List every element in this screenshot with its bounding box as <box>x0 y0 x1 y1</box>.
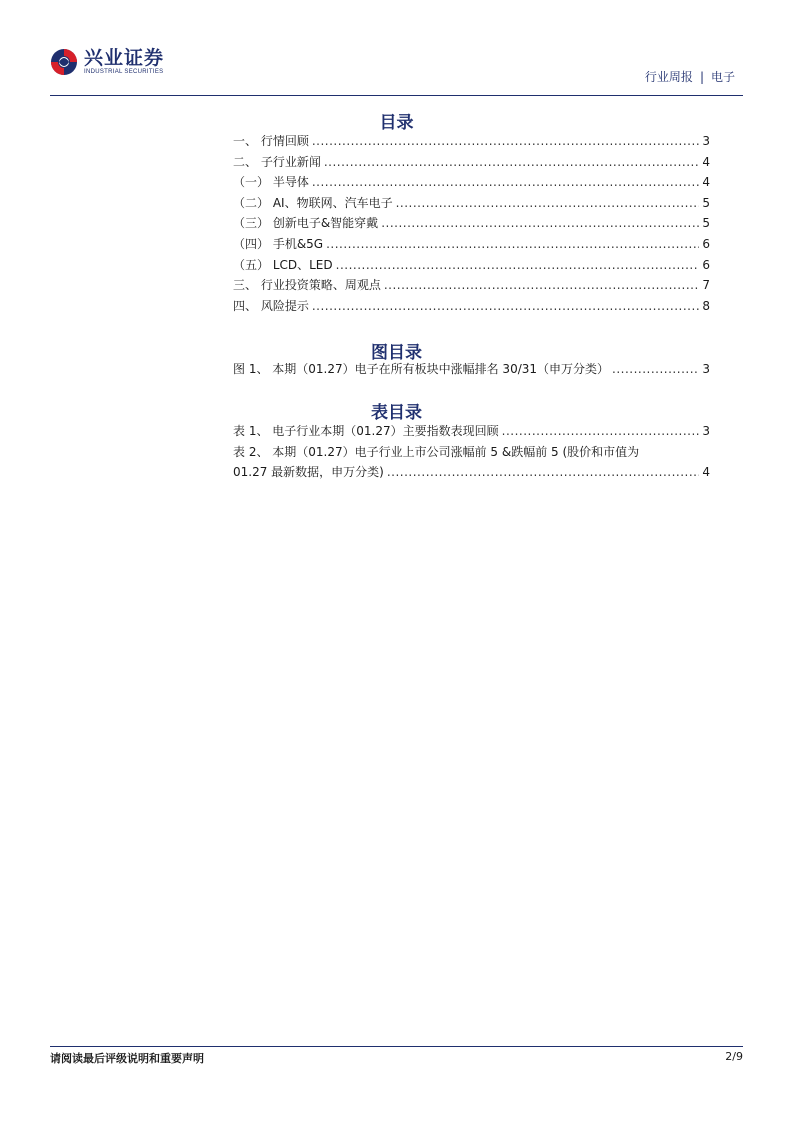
toc-entry-page: 7 <box>702 278 710 293</box>
figure-entry-page: 3 <box>702 362 710 376</box>
toc-entry-label: （五） LCD、LED <box>233 257 333 272</box>
dot-leader <box>381 213 699 234</box>
toc-entry-page: 6 <box>702 257 710 272</box>
toc-entry[interactable] <box>233 255 710 276</box>
report-type: 行业周报 <box>644 70 693 84</box>
table-entry-label-line1: 表 2、 本期（01.27）电子行业上市公司涨幅前 5 &跌幅前 5 (股价和市值为 <box>233 444 640 459</box>
toc-entry[interactable] <box>233 172 710 193</box>
dot-leader <box>384 275 700 296</box>
toc-entry-label: （二） AI、物联网、汽车电子 <box>233 195 393 210</box>
footer-divider <box>50 1046 743 1047</box>
toc-entry-page: 3 <box>702 134 710 148</box>
figure-entry[interactable] <box>233 359 710 380</box>
dot-leader <box>324 152 700 173</box>
toc-entry-label: 二、 子行业新闻 <box>233 154 321 169</box>
toc-entry-label: （三） 创新电子&智能穿戴 <box>233 216 379 231</box>
logo-chinese-name: 兴业证券 <box>84 47 165 69</box>
table-entry-page: 4 <box>702 465 710 480</box>
dot-leader <box>612 359 699 380</box>
toc-entry[interactable] <box>233 193 710 214</box>
toc-entry[interactable] <box>233 296 710 317</box>
toc-entry-label: 三、 行业投资策略、周观点 <box>233 278 381 293</box>
toc-entry-label: 四、 风险提示 <box>233 298 309 313</box>
table-entry[interactable] <box>233 421 710 442</box>
page-number: 2/9 <box>725 1050 743 1063</box>
figure-list <box>233 359 710 380</box>
logo-english-name: INDUSTRIAL SECURITIES <box>84 69 164 75</box>
dot-leader <box>326 234 699 255</box>
figure-entry-label: 图 1、 本期（01.27）电子在所有板块中涨幅排名 30/31（申万分类） <box>233 362 610 376</box>
toc-list <box>233 131 710 316</box>
dot-leader <box>336 255 700 276</box>
table-entry-label-line2: 01.27 最新数据，申万分类) <box>233 465 384 480</box>
toc-entry[interactable] <box>233 275 710 296</box>
toc-title: 目录 <box>379 113 414 133</box>
dot-leader <box>312 296 700 317</box>
dot-leader <box>312 172 700 193</box>
dot-leader <box>502 421 700 442</box>
toc-entry[interactable] <box>233 234 710 255</box>
toc-entry-page: 8 <box>702 298 710 313</box>
page-header <box>50 44 743 96</box>
table-entry[interactable] <box>233 462 710 483</box>
toc-entry-page: 6 <box>702 236 710 251</box>
report-sector: 电子 <box>710 70 735 84</box>
report-category <box>645 68 735 85</box>
toc-entry[interactable] <box>233 152 710 173</box>
toc-entry-label: （四） 手机&5G <box>233 236 324 251</box>
toc-entry-page: 4 <box>702 175 710 190</box>
dot-leader <box>396 193 700 214</box>
header-divider <box>50 95 743 96</box>
dot-leader <box>387 462 700 483</box>
toc-entry-label: （一） 半导体 <box>233 175 309 190</box>
toc-entry-page: 5 <box>702 216 710 231</box>
table-list <box>233 421 710 483</box>
toc-entry-page: 4 <box>702 154 710 169</box>
table-entry-label: 表 1、 电子行业本期（01.27）主要指数表现回顾 <box>233 424 499 438</box>
header-separator: | <box>699 70 704 84</box>
table-entry-page: 3 <box>702 424 710 438</box>
toc-entry[interactable] <box>233 213 710 234</box>
toc-entry-page: 5 <box>702 195 710 210</box>
table-list-title: 表目录 <box>371 403 422 423</box>
toc-entry[interactable] <box>233 131 710 152</box>
table-entry-line1[interactable] <box>233 442 710 463</box>
toc-entry-label: 一、 行情回顾 <box>233 134 309 148</box>
dot-leader <box>312 131 700 152</box>
figure-list-title: 图目录 <box>371 343 422 363</box>
footer-disclaimer: 请阅读最后评级说明和重要声明 <box>50 1052 204 1065</box>
industrial-securities-logo-icon <box>50 48 78 76</box>
company-logo <box>50 48 164 76</box>
